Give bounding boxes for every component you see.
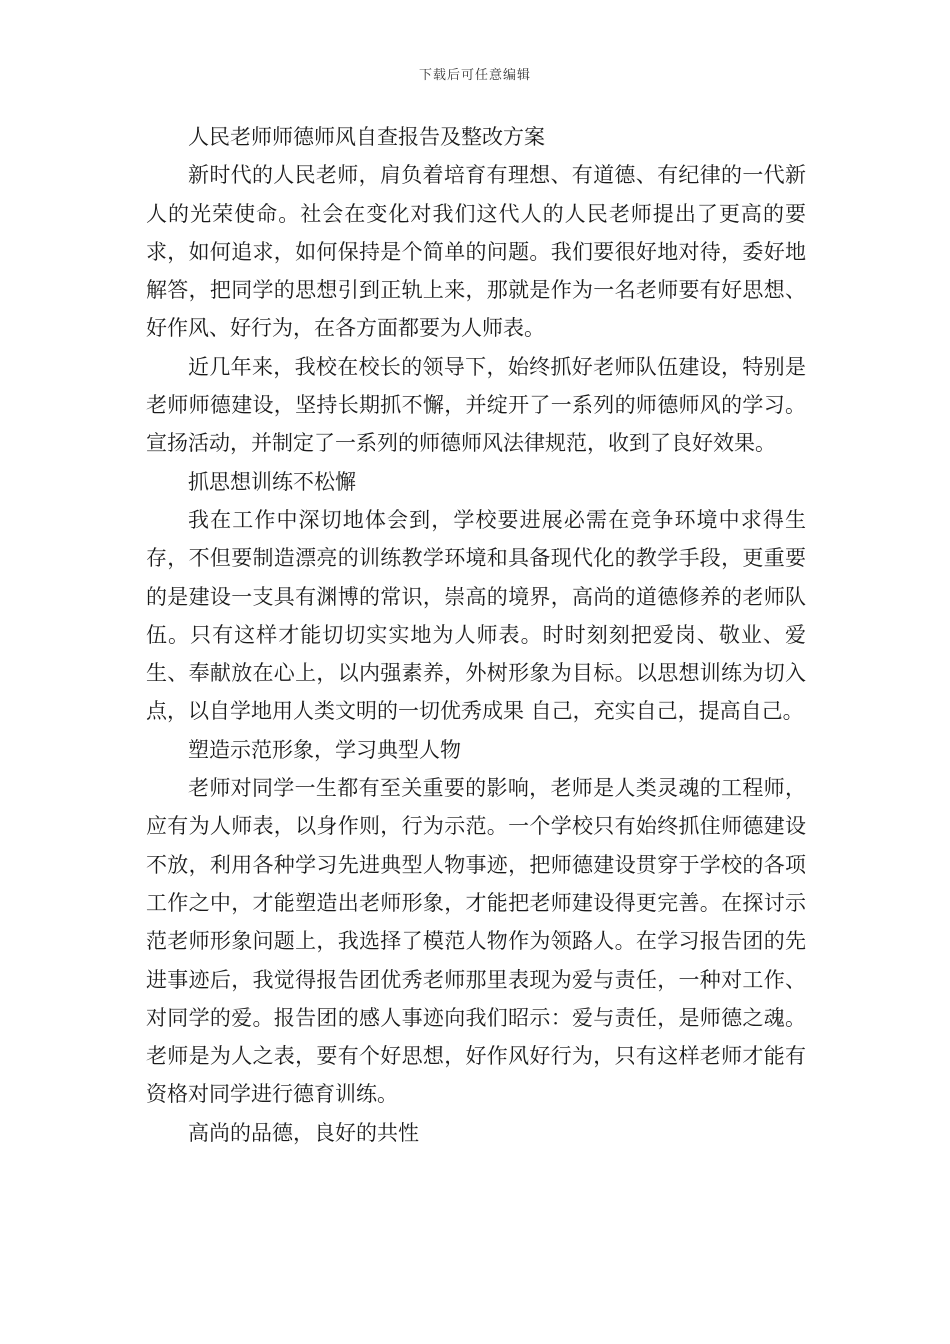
paragraph-thought-training: 我在工作中深切地体会到，学校要进展必需在竞争环境中求得生存，不但要制造漂亮的训练教学环境和具备现代化的教学手段，更重要的是建设一支具有渊博的常识，崇高的境界，高尚的道德修养的老师队伍。只有这样才能切切实实地为人师表。时时刻刻把爱岗、敬业、爱生、奉献放在心上，以内强素养，外树形象为目标。以思想训练为切入点，以自学地用人类文明的一切优秀成果 自己，充实自己，提高自己。: [146, 507, 806, 724]
section-heading-noble-character: 高尚的品德，良好的共性: [188, 1120, 419, 1145]
section-heading-model-image: 塑造示范形象，学习典型人物: [188, 737, 461, 762]
paragraph-recent-years: 近几年来，我校在校长的领导下，始终抓好老师队伍建设，特别是老师师德建设，坚持长期抓不懈，并绽开了一系列的师德师风的学习。宣扬活动，并制定了一系列的师德师风法律规范，收到了良好效果。: [146, 354, 806, 456]
paragraph-model-image: 老师对同学一生都有至关重要的影响，老师是人类灵魂的工程师，应有为人师表，以身作则，行为示范。一个学校只有始终抓住师德建设不放，利用各种学习先进典型人物事迹，把师德建设贯穿于学校的各项工作之中，才能塑造出老师形象，才能把老师建设得更完善。在探讨示范老师形象问题上，我选择了模范人物作为领路人。在学习报告团的先进事迹后，我觉得报告团优秀老师那里表现为爱与责任，一种对工作、对同学的爱。报告团的感人事迹向我们昭示：爱与责任，是师德之魂。老师是为人之表，要有个好思想，好作风好行为，只有这样老师才能有资格对同学进行德育训练。: [146, 776, 806, 1107]
document-title: 人民老师师德师风自查报告及整改方案: [188, 125, 545, 149]
page-header: 下载后可任意编辑: [418, 68, 531, 83]
section-heading-thought-training: 抓思想训练不松懈: [188, 469, 356, 494]
document-body: [146, 118, 806, 1152]
paragraph-intro: 新时代的人民老师，肩负着培育有理想、有道德、有纪律的一代新人的光荣使命。社会在变化对我们这代人的人民老师提出了更高的要求，如何追求，如何保持是个简单的问题。我们要很好地对待，委好地解答，把同学的思想引到正轨上来，那就是作为一名老师要有好思想、好作风、好行为，在各方面都要为人师表。: [146, 163, 806, 341]
